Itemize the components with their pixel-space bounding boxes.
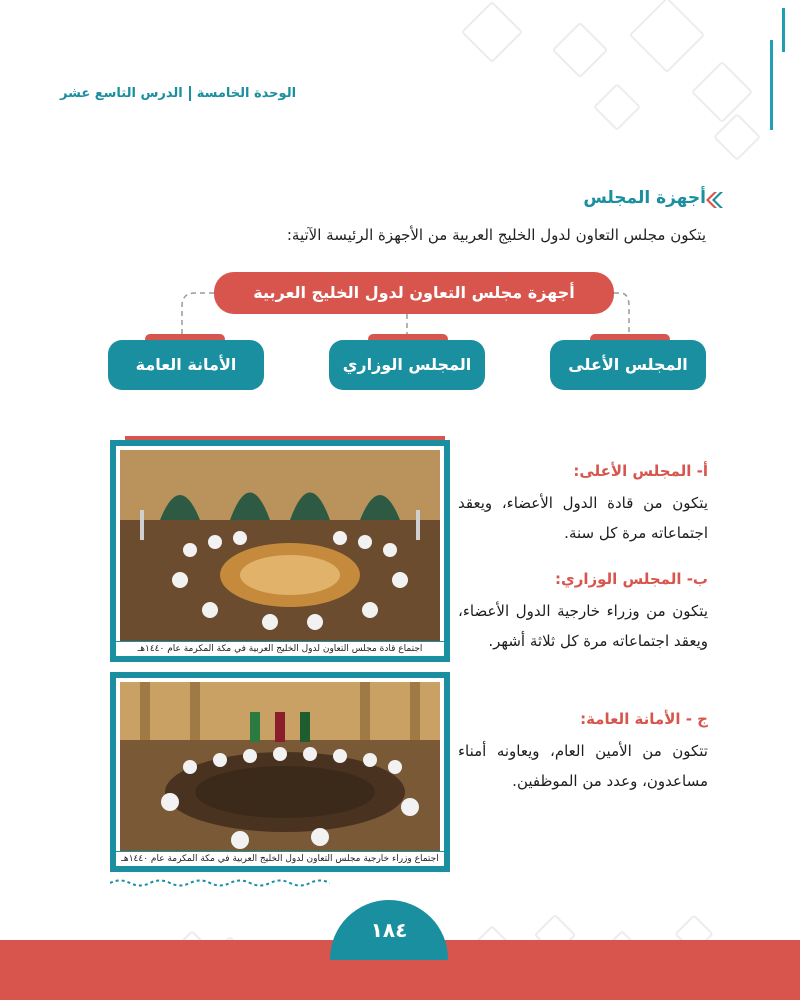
body-text: تتكون من الأمين العام، ويعاونه أمناء مساعدون، وعدد من الموظفين.	[458, 742, 708, 790]
lesson-label: الدرس التاسع عشر	[60, 86, 183, 101]
page-number: ١٨٤	[330, 900, 448, 960]
body-supreme-council	[458, 462, 708, 548]
dotted-wave-decoration	[110, 878, 330, 888]
photo-caption: اجتماع وزراء خارجية مجلس التعاون لدول الخليج العربية في مكة المكرمة عام ١٤٤٠هـ	[116, 851, 444, 866]
diagram-node-ministerial-council: المجلس الوزاري	[329, 340, 485, 390]
meeting-hall-image	[120, 682, 440, 854]
double-chevron-icon	[706, 190, 726, 210]
body-text: يتكون من وزراء خارجية الدول الأعضاء، ويعقد اجتماعاته مرة كل ثلاثة أشهر.	[458, 602, 708, 650]
breadcrumb-separator	[189, 86, 191, 101]
unit-label: الوحدة الخامسة	[196, 86, 297, 101]
body-title: ب- المجلس الوزاري:	[554, 570, 708, 588]
body-title: ج - الأمانة العامة:	[580, 710, 708, 728]
meeting-hall-image	[120, 450, 440, 644]
body-title: أ- المجلس الأعلى:	[573, 462, 708, 480]
diagram-node-general-secretariat: الأمانة العامة	[108, 340, 264, 390]
diagram-node-supreme-council: المجلس الأعلى	[550, 340, 706, 390]
breadcrumb	[60, 86, 296, 101]
body-ministerial-council	[458, 570, 708, 656]
photo-caption: اجتماع قادة مجلس التعاون لدول الخليج العربية في مكة المكرمة عام ١٤٤٠هـ	[116, 641, 444, 656]
edge-bar	[770, 40, 773, 130]
photo-leaders-meeting	[110, 440, 450, 662]
edge-bar	[782, 8, 785, 52]
section-title: أجهزة المجلس	[583, 188, 706, 208]
body-text: يتكون من قادة الدول الأعضاء، ويعقد اجتماعاته مرة كل سنة.	[458, 494, 708, 542]
body-general-secretariat	[458, 710, 708, 796]
intro-text: يتكون مجلس التعاون لدول الخليج العربية من الأجهزة الرئيسة الآتية:	[286, 226, 706, 244]
photo-ministers-meeting	[110, 672, 450, 872]
diagram-main-node: أجهزة مجلس التعاون لدول الخليج العربية	[214, 272, 614, 314]
